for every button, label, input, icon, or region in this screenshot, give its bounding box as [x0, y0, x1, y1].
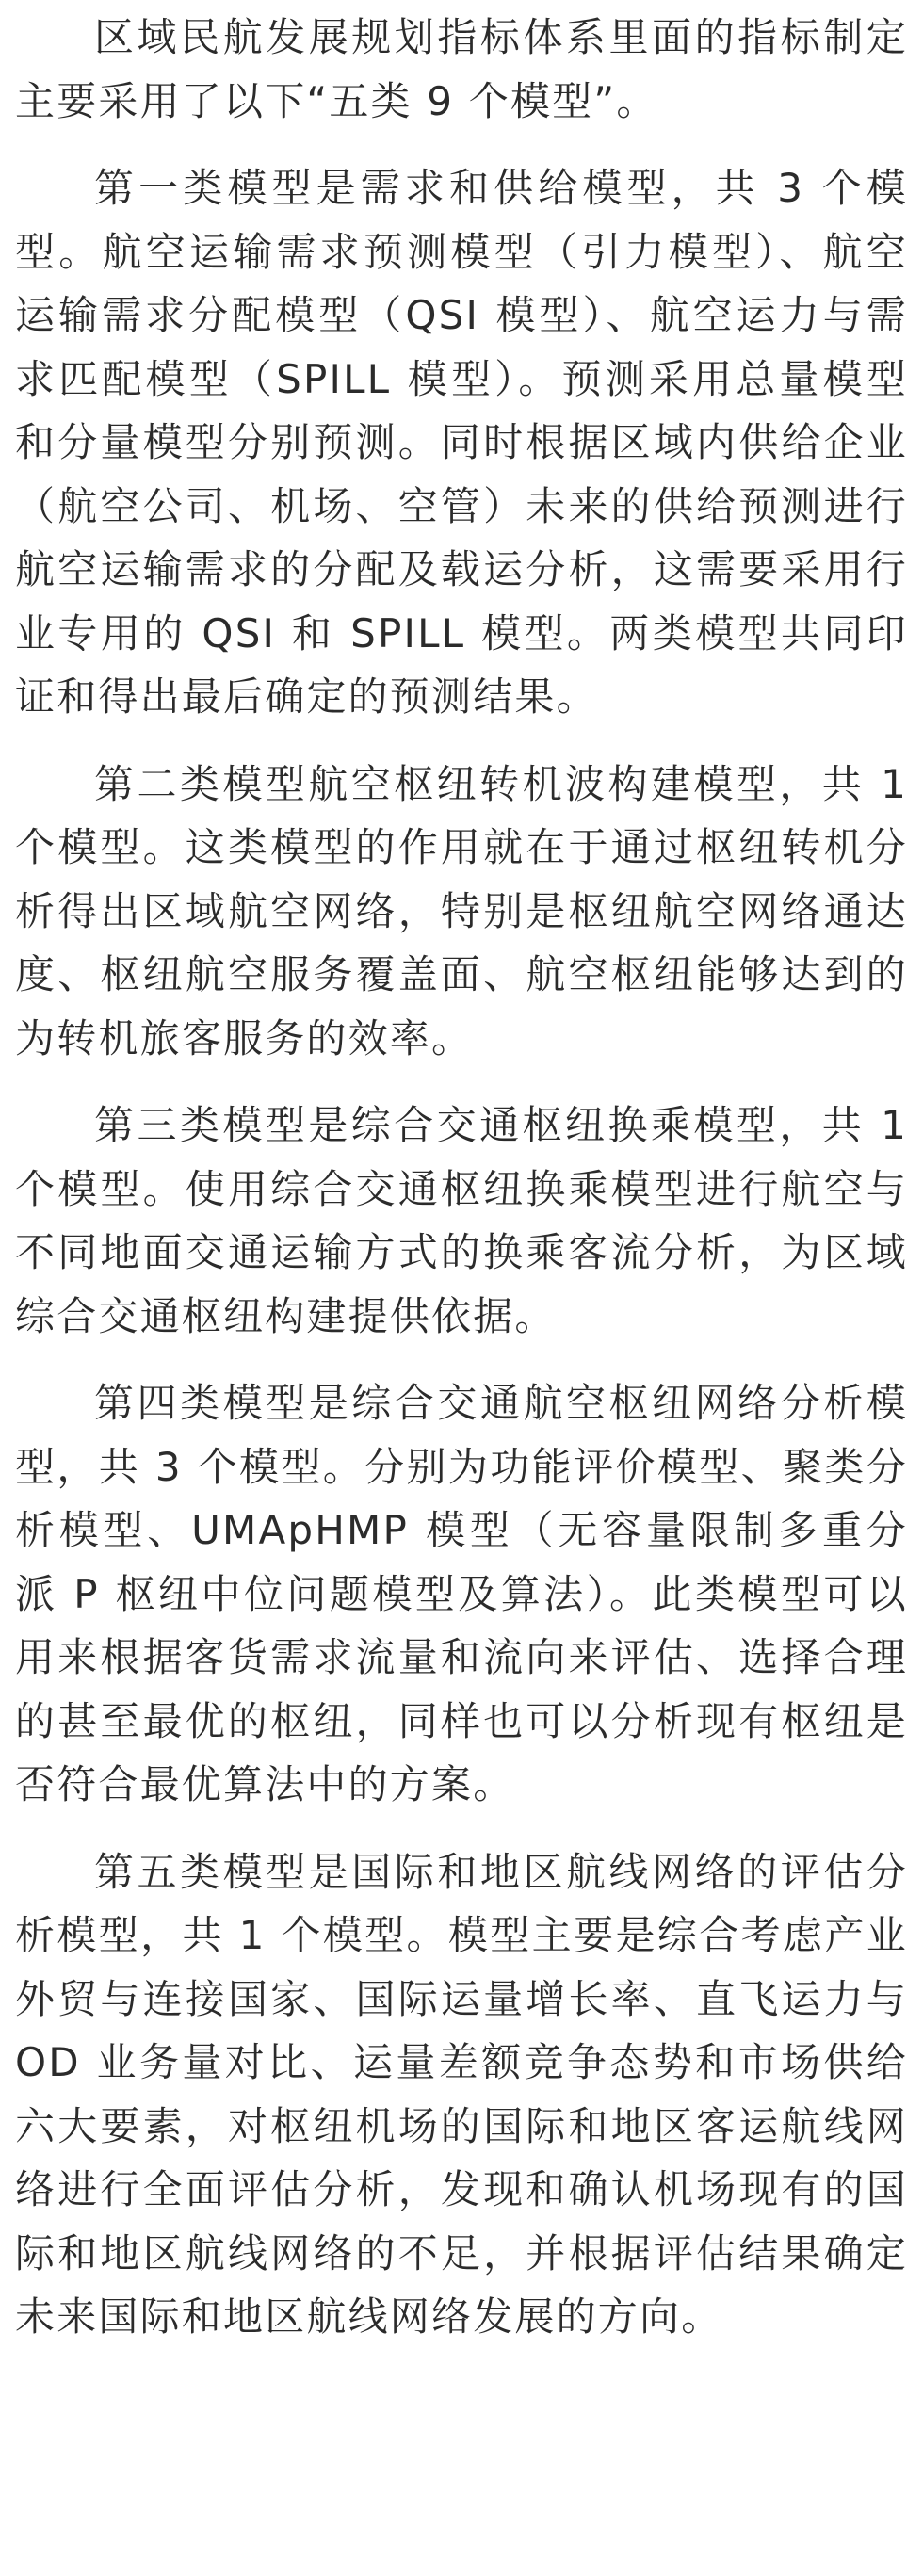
paragraph-model-type-3: 第三类模型是综合交通枢纽换乘模型，共 1 个模型。使用综合交通枢纽换乘模型进行航空与不同地面交通运输方式的换乘客流分析，为区域综合交通枢纽构建提供依据。 [15, 1102, 908, 1339]
paragraph-model-type-2: 第二类模型航空枢纽转机波构建模型，共 1 个模型。这类模型的作用就在于通过枢纽转机分析得出区域航空网络，特别是枢纽航空网络通达度、枢纽航空服务覆盖面、航空枢纽能够达到的为转机旅客服务的效率。 [15, 760, 908, 1061]
paragraph-model-type-4: 第四类模型是综合交通航空枢纽网络分析模型，共 3 个模型。分别为功能评价模型、聚类分析模型、UMApHMP 模型（无容量限制多重分派 P 枢纽中位问题模型及算法）。此类模型可以用来根据客货需求流量和流向来评估、选择合理的甚至最优的枢纽，同样也可以分析现有枢纽是否符合最优算法中的方案。 [15, 1380, 908, 1807]
paragraph-model-type-1: 第一类模型是需求和供给模型，共 3 个模型。航空运输需求预测模型（引力模型）、航空运输需求分配模型（QSI 模型）、航空运力与需求匹配模型（SPILL 模型）。预测采用总量模型和分量模型分别预测。同时根据区域内供给企业（航空公司、机场、空管）未来的供给预测进行航空运输需求的分配及载运分析，这需要采用行业专用的 QSI 和 SPILL 模型。两类模型共同印证和得出最后确定的预测结果。 [15, 165, 908, 720]
paragraph-intro: 区域民航发展规划指标体系里面的指标制定主要采用了以下“五类 9 个模型”。 [15, 14, 908, 124]
paragraph-model-type-5: 第五类模型是国际和地区航线网络的评估分析模型，共 1 个模型。模型主要是综合考虑产业外贸与连接国家、国际运量增长率、直飞运力与 OD 业务量对比、运量差额竞争态势和市场供给六大要素，对枢纽机场的国际和地区客运航线网络进行全面评估分析，发现和确认机场现有的国际和地区航线网络的不足，并根据评估结果确定未来国际和地区航线网络发展的方向。 [15, 1848, 908, 2340]
